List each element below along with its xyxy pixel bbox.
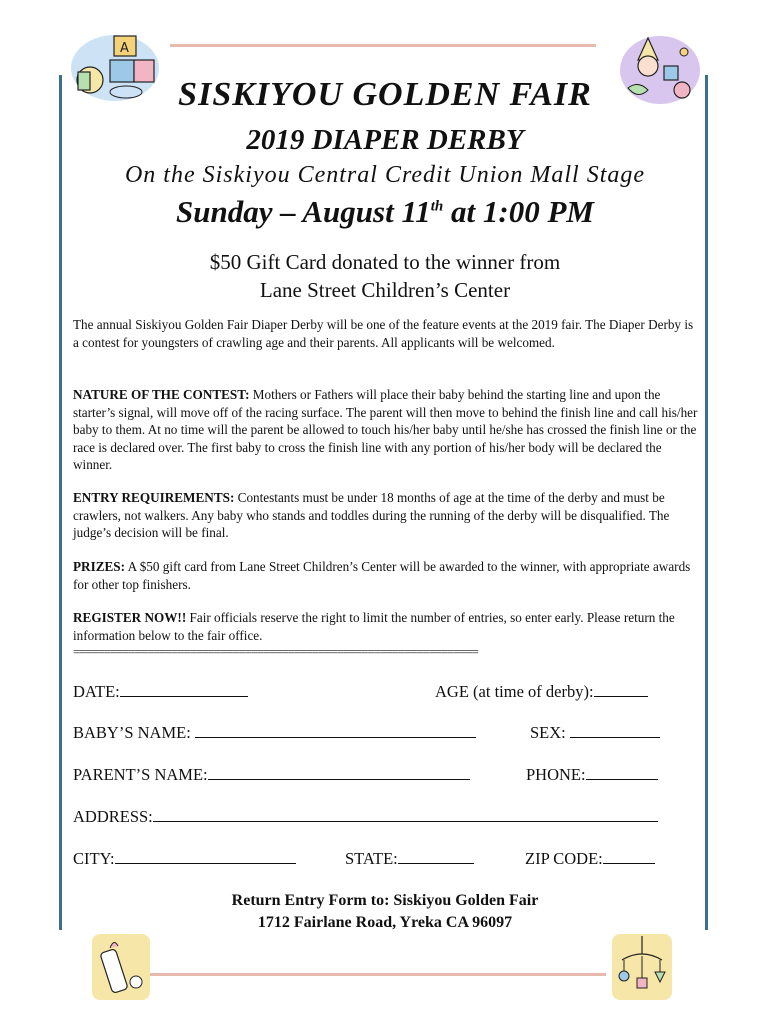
nature-text: Mothers or Fathers will place their baby behind the starting line and upon the starter’s signal, will move off of the racing surface. The parent will then move to behind the finish line and call his/her baby to them. At no time will the parent be allowed to touch his/her baby until he/she has crossed the finish line or the race is declared over. The first baby to cross the finish line with any portion of his/her body will be declared the winner. [73, 387, 698, 472]
state-field [345, 847, 474, 869]
address-label: ADDRESS: [73, 807, 153, 826]
svg-text:A: A [120, 41, 129, 56]
form-separator: ================================================================== [73, 644, 478, 659]
entry-paragraph [73, 489, 698, 542]
event-date [0, 194, 770, 230]
zip-field [525, 847, 655, 869]
date-blank[interactable] [120, 680, 248, 697]
phone-blank[interactable] [586, 763, 658, 780]
intro-paragraph: The annual Siskiyou Golden Fair Diaper Derby will be one of the feature events at the 2019 fair. The Diaper Derby is a contest for youngsters of crawling age and their parents. All applicants will be welcomed. [73, 317, 694, 350]
prizes-label: PRIZES: [73, 559, 126, 574]
baby-mobile-clipart [610, 930, 674, 1004]
return-line-2: 1712 Fairlane Road, Yreka CA 96097 [257, 914, 513, 931]
baby-name-blank[interactable] [195, 721, 476, 738]
gift-line-2: Lane Street Children’s Center [259, 278, 511, 302]
sex-label: SEX: [530, 723, 570, 742]
date-label: DATE: [73, 682, 120, 701]
phone-field [526, 763, 658, 785]
parent-name-blank[interactable] [208, 763, 470, 780]
baby-bottle-clipart [88, 928, 154, 1004]
entry-text: Contestants must be under 18 months of age at the time of the derby and must be crawlers, not walkers. Any baby who stands and toddles during the running of the derby will be disqualified. The judge’s decision will be final. [73, 490, 670, 540]
city-blank[interactable] [115, 847, 296, 864]
sex-field [530, 721, 660, 743]
nature-paragraph [73, 386, 698, 474]
address-blank[interactable] [153, 805, 658, 822]
prizes-text: A $50 gift card from Lane Street Children’s Center will be awarded to the winner, with appropriate awards for other top finishers. [73, 559, 691, 592]
date-suffix: th [430, 198, 444, 215]
baby-name-label: BABY’S NAME: [73, 723, 195, 742]
return-address [0, 890, 770, 934]
gift-card-notice [0, 248, 770, 304]
state-label: STATE: [345, 849, 398, 868]
top-rule [170, 44, 596, 47]
date-prefix: Sunday – August 11 [176, 194, 431, 229]
bottom-rule [150, 973, 606, 976]
baby-name-field [73, 721, 476, 743]
date-time: at 1:00 PM [443, 194, 594, 229]
age-field [435, 680, 648, 702]
parent-name-field [73, 763, 470, 785]
phone-label: PHONE: [526, 765, 586, 784]
fair-title: SISKIYOU GOLDEN FAIR [178, 76, 592, 113]
event-title: 2019 DIAPER DERBY [246, 124, 524, 156]
gift-line-1: $50 Gift Card donated to the winner from [209, 250, 561, 274]
entry-label: ENTRY REQUIREMENTS: [73, 490, 235, 505]
age-blank[interactable] [594, 680, 648, 697]
city-label: CITY: [73, 849, 115, 868]
address-field [73, 805, 658, 827]
date-field [73, 680, 248, 702]
prizes-paragraph [73, 558, 698, 593]
state-blank[interactable] [398, 847, 474, 864]
zip-blank[interactable] [603, 847, 655, 864]
register-paragraph [73, 609, 698, 644]
city-field [73, 847, 296, 869]
register-label: REGISTER NOW!! [73, 610, 187, 625]
nature-label: NATURE OF THE CONTEST: [73, 387, 250, 402]
sex-blank[interactable] [570, 721, 660, 738]
return-line-1: Return Entry Form to: Siskiyou Golden Fair [231, 892, 539, 909]
zip-label: ZIP CODE: [525, 849, 603, 868]
register-text: Fair officials reserve the right to limit the number of entries, so enter early. Please return the information below to the fair office. [73, 610, 675, 643]
age-label: AGE (at time of derby): [435, 682, 594, 701]
location-line: On the Siskiyou Central Credit Union Mall Stage [124, 162, 646, 188]
parent-name-label: PARENT’S NAME: [73, 765, 208, 784]
